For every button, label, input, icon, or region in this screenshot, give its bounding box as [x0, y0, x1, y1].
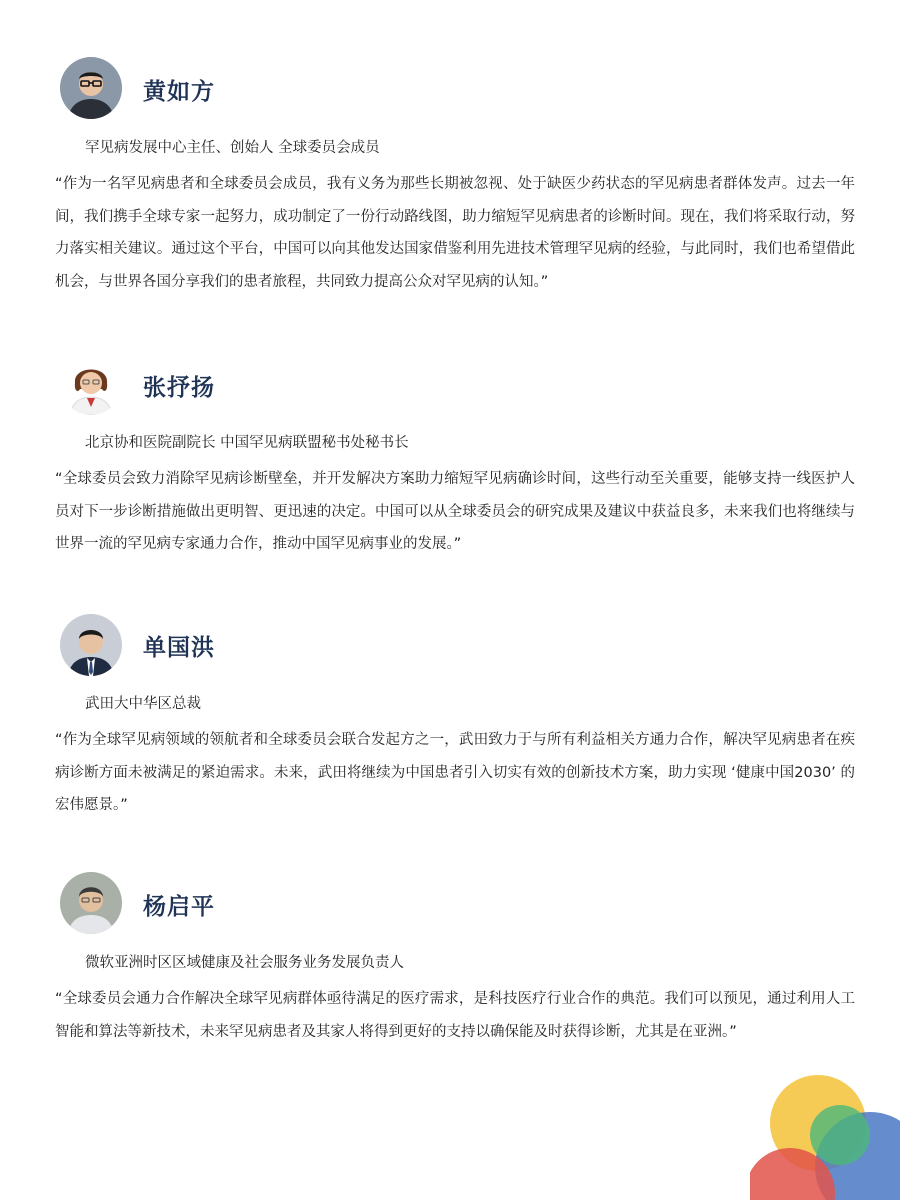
- person-photo-icon: [60, 872, 122, 934]
- person-quote: “全球委员会致力消除罕见病诊断壁垒，并开发解决方案助力缩短罕见病确诊时间，这些行动至关重要，能够支持一线医护人员对下一步诊断措施做出更明智、更迅速的决定。中国可以从全球委员会的研究成果及建议中获益良多，未来我们也将继续与世界一流的罕见病专家通力合作，推动中国罕见病事业的发展。”: [55, 471, 855, 552]
- person-title: 武田大中华区总裁: [85, 696, 201, 712]
- avatar: [60, 614, 122, 676]
- avatar: [60, 353, 122, 415]
- person-title: 北京协和医院副院长 中国罕见病联盟秘书处秘书长: [85, 435, 409, 451]
- person-photo-icon: [60, 614, 122, 676]
- person-photo-icon: [60, 57, 122, 119]
- person-quote: “作为一名罕见病患者和全球委员会成员，我有义务为那些长期被忽视、处于缺医少药状态的罕见病患者群体发声。过去一年间，我们携手全球专家一起努力，成功制定了一份行动路线图，助力缩短罕见病患者的诊断时间。现在，我们将采取行动，努力落实相关建议。通过这个平台，中国可以向其他发达国家借鉴利用先进技术管理罕见病的经验，与此同时，我们也希望借此机会，与世界各国分享我们的患者旅程，共同致力提高公众对罕见病的认知。”: [55, 176, 855, 290]
- avatar: [60, 57, 122, 119]
- person-name: 单国洪: [143, 635, 215, 661]
- avatar: [60, 872, 122, 934]
- person-title: 微软亚洲时区区域健康及社会服务业务发展负责人: [85, 955, 404, 971]
- person-title: 罕见病发展中心主任、创始人 全球委员会成员: [85, 140, 380, 156]
- person-name: 黄如方: [143, 79, 215, 105]
- person-quote: “作为全球罕见病领域的领航者和全球委员会联合发起方之一，武田致力于与所有利益相关方通力合作，解决罕见病患者在疾病诊断方面未被满足的紧迫需求。未来，武田将继续为中国患者引入切实有效的创新技术方案，助力实现 ‘健康中国2030’ 的宏伟愿景。”: [55, 732, 855, 813]
- person-name: 杨启平: [143, 894, 215, 920]
- person-quote: “全球委员会通力合作解决全球罕见病群体亟待满足的医疗需求，是科技医疗行业合作的典范。我们可以预见，通过利用人工智能和算法等新技术，未来罕见病患者及其家人将得到更好的支持以确保能及时获得诊断，尤其是在亚洲。”: [55, 991, 855, 1040]
- person-name: 张抒扬: [143, 375, 215, 401]
- decorative-circles-icon: [750, 1075, 900, 1200]
- person-photo-icon: [60, 353, 122, 415]
